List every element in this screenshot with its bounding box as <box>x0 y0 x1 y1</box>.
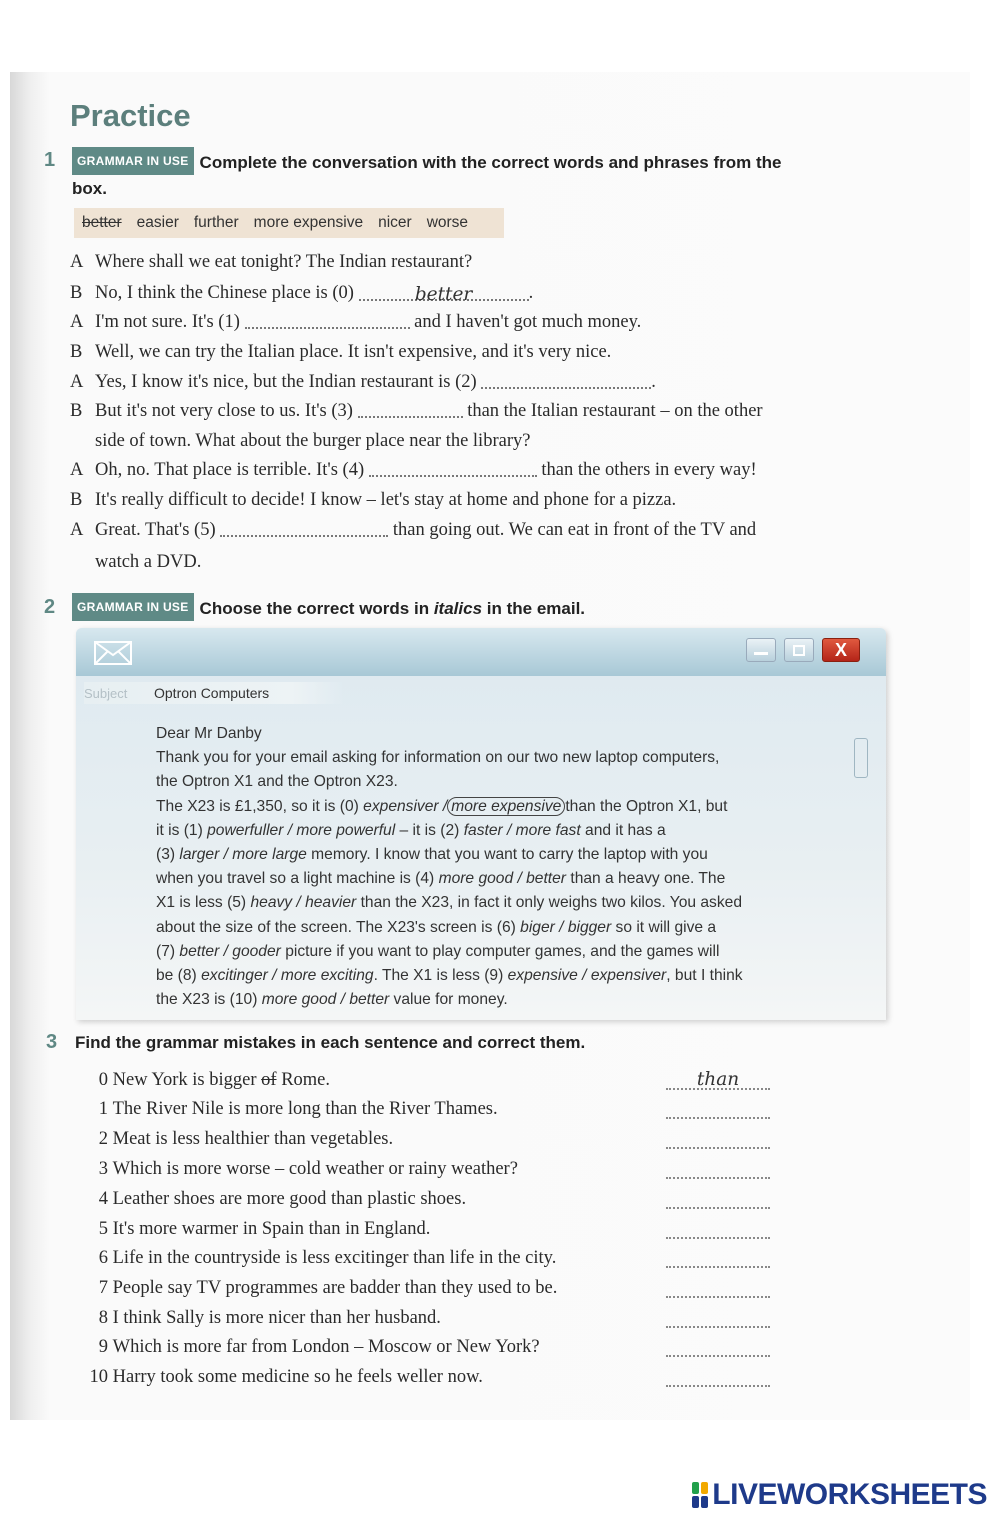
minimize-button[interactable] <box>746 638 776 662</box>
scrollbar[interactable] <box>854 738 868 778</box>
email-line: Thank you for your email asking for information on our two new laptop computers, <box>156 749 720 767</box>
email-line: (3) larger / more large memory. I know that you want to carry the laptop with you <box>156 846 708 864</box>
correction-blank-6[interactable] <box>666 1246 770 1268</box>
dialogue-line: B It's really difficult to decide! I know – let's stay at home and phone for a pizza. <box>70 490 677 510</box>
grammar-in-use-tag: GRAMMAR IN USE <box>72 593 194 621</box>
email-body <box>156 722 816 1012</box>
correction-blank-0[interactable]: than <box>666 1068 770 1090</box>
email-line: the Optron X1 and the Optron X23. <box>156 773 398 791</box>
subject-label: Subject <box>84 685 128 701</box>
choice-0-selected[interactable]: more expensive <box>447 797 565 816</box>
sentence-item: 7 People say TV programmes are badder than they used to be. <box>78 1276 778 1300</box>
sentence-item: 4 Leather shoes are more good than plastic shoes. <box>78 1187 778 1211</box>
sentence-item: 5 It's more warmer in Spain than in England. <box>78 1217 778 1241</box>
dialogue-line: A Where shall we eat tonight? The Indian restaurant? <box>70 252 473 272</box>
choice-3[interactable]: larger / more large <box>179 846 307 864</box>
email-line: about the size of the screen. The X23's screen is (6) biger / bigger so it will give a <box>156 918 717 936</box>
dialogue-line: A Yes, I know it's nice, but the Indian restaurant is (2) . <box>70 372 656 392</box>
choice-4[interactable]: more good / better <box>438 870 567 888</box>
word-box <box>74 208 504 238</box>
sentence-item: 6 Life in the countryside is less excitinger than life in the city. <box>78 1246 778 1270</box>
answer-blank-5[interactable] <box>220 519 388 537</box>
exercise-3-number: 3 <box>46 1031 58 1053</box>
choice-8[interactable]: excitinger / more exciting <box>201 967 374 985</box>
maximize-button[interactable] <box>784 638 814 662</box>
sentence-item: 10 Harry took some medicine so he feels weller now. <box>78 1365 778 1389</box>
email-line: (7) better / gooder picture if you want to play computer games, and the games will <box>156 942 720 960</box>
correction-blank-5[interactable] <box>666 1217 770 1239</box>
correction-blank-4[interactable] <box>666 1187 770 1209</box>
correction-blank-10[interactable] <box>666 1365 770 1387</box>
correction-blank-2[interactable] <box>666 1127 770 1149</box>
subject-value[interactable]: Optron Computers <box>154 685 270 701</box>
choice-7[interactable]: better / gooder <box>179 942 281 960</box>
close-button[interactable]: X <box>822 638 860 662</box>
correction-blank-9[interactable] <box>666 1335 770 1357</box>
dialogue-line: A I'm not sure. It's (1) and I haven't got much money. <box>70 312 642 332</box>
subject-row <box>84 682 344 704</box>
grammar-in-use-tag: GRAMMAR IN USE <box>72 147 194 175</box>
email-line: it is (1) powerfuller / more powerful – it is (2) faster / more fast and it has a <box>156 821 666 839</box>
sentence-item: 8 I think Sally is more nicer than her husband. <box>78 1306 778 1330</box>
dialogue-line: side of town. What about the burger place near the library? <box>95 431 531 451</box>
exercise-1-instruction: GRAMMAR IN USE Complete the conversation with the correct words and phrases from the box. <box>72 147 882 202</box>
email-line: X1 is less (5) heavy / heavier than the X23, in fact it only weighs two kilos. You asked <box>156 894 742 912</box>
answer-blank-4[interactable] <box>369 459 537 477</box>
answer-blank-3[interactable] <box>358 400 463 418</box>
word-box-item: nicer <box>378 214 412 231</box>
dialogue-line: B No, I think the Chinese place is (0) better . <box>70 283 534 305</box>
sentence-item: 0 New York is bigger of Rome. than <box>78 1068 778 1092</box>
email-line: The X23 is £1,350, so it is (0) expensiver / more expensive than the Optron X1, but <box>156 797 728 815</box>
dialogue-line: A Oh, no. That place is terrible. It's (4) than the others in every way! <box>70 460 757 480</box>
sentence-item: 2 Meat is less healthier than vegetables. <box>78 1127 778 1151</box>
email-line: when you travel so a light machine is (4) more good / better than a heavy one. The <box>156 870 726 888</box>
choice-9[interactable]: expensive / expensiver <box>507 967 667 985</box>
answer-blank-1[interactable] <box>245 311 410 329</box>
dialogue-line: A Great. That's (5) than going out. We can eat in front of the TV and <box>70 520 757 540</box>
choice-10[interactable]: more good / better <box>261 991 390 1009</box>
correction-blank-3[interactable] <box>666 1157 770 1179</box>
word-box-item: better <box>82 214 122 231</box>
choice-6[interactable]: biger / bigger <box>520 918 612 936</box>
page-title: Practice <box>70 98 191 133</box>
sentence-item: 1 The River Nile is more long than the River Thames. <box>78 1097 778 1121</box>
email-line: the X23 is (10) more good / better value for money. <box>156 991 508 1009</box>
sentence-item: 9 Which is more far from London – Moscow or New York? <box>78 1335 778 1359</box>
email-greeting: Dear Mr Danby <box>156 725 262 742</box>
exercise-1-number: 1 <box>44 149 56 171</box>
email-line: be (8) excitinger / more exciting. The X1 is less (9) expensive / expensiver, but I think <box>156 967 743 985</box>
exercise-2-instruction: GRAMMAR IN USE Choose the correct words in italics in the email. <box>72 593 585 622</box>
email-titlebar <box>76 628 886 676</box>
word-box-item: worse <box>426 214 469 231</box>
word-box-item: easier <box>136 214 179 231</box>
answer-blank-2[interactable] <box>481 371 651 389</box>
dialogue-line: B Well, we can try the Italian place. It isn't expensive, and it's very nice. <box>70 342 612 362</box>
email-window <box>76 628 886 1020</box>
liveworksheets-logo: LIVEWORKSHEETS <box>692 1478 987 1512</box>
sentence-item: 3 Which is more worse – cold weather or rainy weather? <box>78 1157 778 1181</box>
dialogue-line: watch a DVD. <box>95 552 202 572</box>
answer-blank-0[interactable]: better <box>359 283 529 301</box>
dialogue-line: B But it's not very close to us. It's (3) than the Italian restaurant – on the other <box>70 401 763 421</box>
choice-5[interactable]: heavy / heavier <box>250 894 357 912</box>
exercise-2-number: 2 <box>44 596 56 618</box>
correction-blank-1[interactable] <box>666 1097 770 1119</box>
word-box-item: further <box>193 214 239 231</box>
exercise-3-instruction: Find the grammar mistakes in each sentence and correct them. <box>75 1033 586 1052</box>
correction-blank-8[interactable] <box>666 1306 770 1328</box>
word-box-item: more expensive <box>253 214 364 231</box>
choice-2[interactable]: faster / more fast <box>463 821 581 839</box>
choice-0[interactable]: expensiver / <box>363 797 448 815</box>
brand-icon <box>692 1482 708 1508</box>
envelope-icon <box>94 641 132 665</box>
correction-blank-7[interactable] <box>666 1276 770 1298</box>
choice-1[interactable]: powerfuller / more powerful <box>207 821 396 839</box>
